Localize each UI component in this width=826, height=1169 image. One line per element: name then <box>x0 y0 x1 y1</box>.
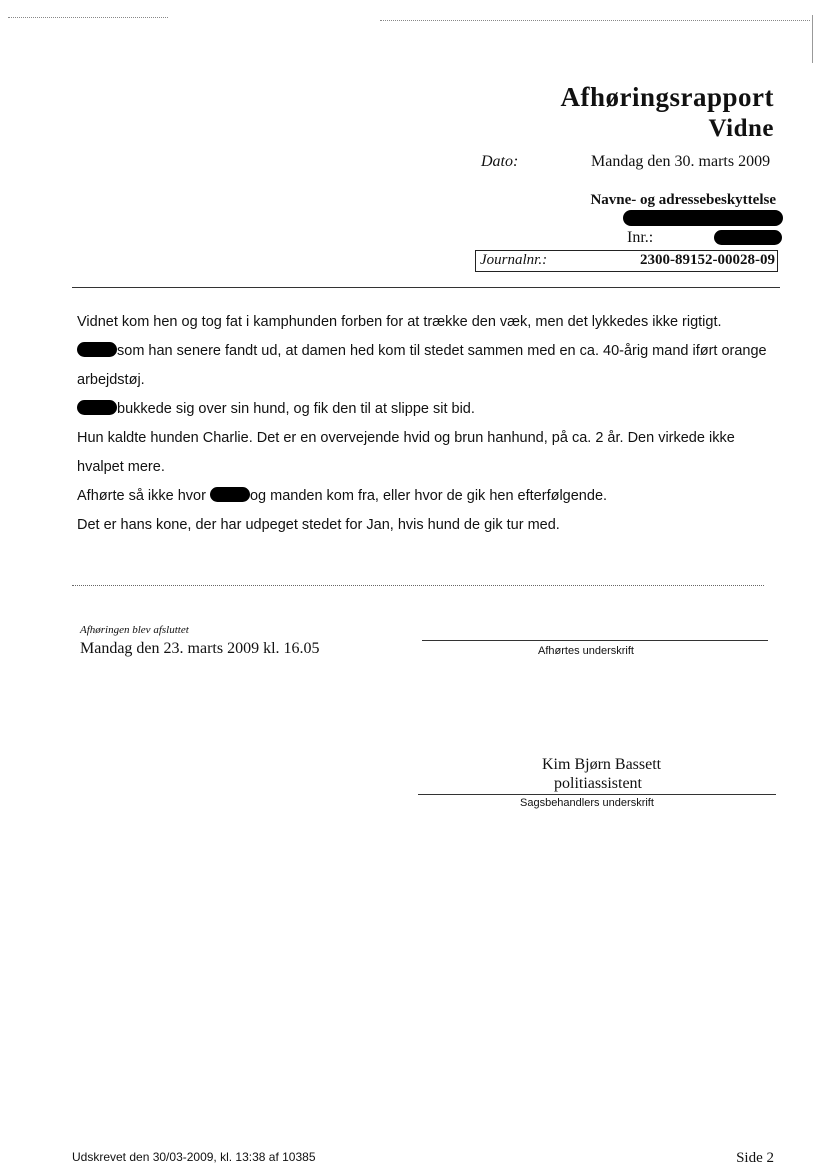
date-value: Mandag den 30. marts 2009 <box>591 153 771 170</box>
officer-name: Kim Bjørn Bassett <box>542 756 662 773</box>
redaction-name <box>623 210 783 226</box>
paragraph-text: bukkede sig over sin hund, og fik den til at slippe sit bid. <box>117 401 475 417</box>
concluded-label: Afhøringen blev afsluttet <box>80 624 189 636</box>
paragraph <box>77 337 767 395</box>
redaction-inr <box>714 230 782 245</box>
header-divider <box>72 287 780 288</box>
body-divider <box>72 585 764 586</box>
paragraph: Det er hans kone, der har udpeget stedet for Jan, hvis hund de gik tur med. <box>77 517 560 533</box>
redaction-inline <box>77 342 117 357</box>
print-info: Udskrevet den 30/03-2009, kl. 13:38 af 10385 <box>72 1150 316 1164</box>
redaction-inline <box>77 400 117 415</box>
concluded-value: Mandag den 23. marts 2009 kl. 16.05 <box>80 640 320 657</box>
officer-signature-caption: Sagsbehandlers underskrift <box>520 797 654 809</box>
date-label: Dato: <box>481 153 519 170</box>
paragraph-text: og manden kom fra, eller hvor de gik hen efterfølgende. <box>249 488 608 504</box>
officer-title: politiassistent <box>554 775 642 792</box>
witness-signature-caption: Afhørtes underskrift <box>538 645 634 657</box>
journal-label: Journalnr.: <box>480 252 548 268</box>
page-number: Side 2 <box>736 1150 774 1166</box>
scan-artifact-line <box>8 17 168 18</box>
protection-label: Navne- og adressebeskyttelse <box>590 192 776 208</box>
report-subtitle: Vidne <box>708 115 774 142</box>
paragraph <box>77 482 767 511</box>
scan-artifact-line <box>380 20 810 21</box>
report-title: Afhøringsrapport <box>560 82 774 112</box>
paragraph: Hun kaldte hunden Charlie. Det er en overvejende hvid og brun hanhund, på ca. 2 år. Den virkede ikke hvalpet mere. <box>77 430 735 475</box>
paragraph: Vidnet kom hen og tog fat i kamphunden forben for at trække den væk, men det lykkedes ikke rigtigt. <box>77 314 722 330</box>
statement-body <box>77 308 767 540</box>
paragraph-text: som han senere fandt ud, at damen hed kom til stedet sammen med en ca. 40-årig mand iført orange arbejdstøj. <box>77 343 767 388</box>
inr-label: Inr.: <box>627 229 654 246</box>
witness-signature-line <box>422 640 768 641</box>
paragraph-text: Afhørte så ikke hvor <box>77 488 206 504</box>
scan-edge-line <box>812 15 813 63</box>
journal-box <box>475 250 778 272</box>
redaction-inline <box>210 487 250 502</box>
officer-signature-line <box>418 794 776 795</box>
journal-number: 2300-89152-00028-09 <box>640 252 775 268</box>
paragraph <box>77 395 767 424</box>
